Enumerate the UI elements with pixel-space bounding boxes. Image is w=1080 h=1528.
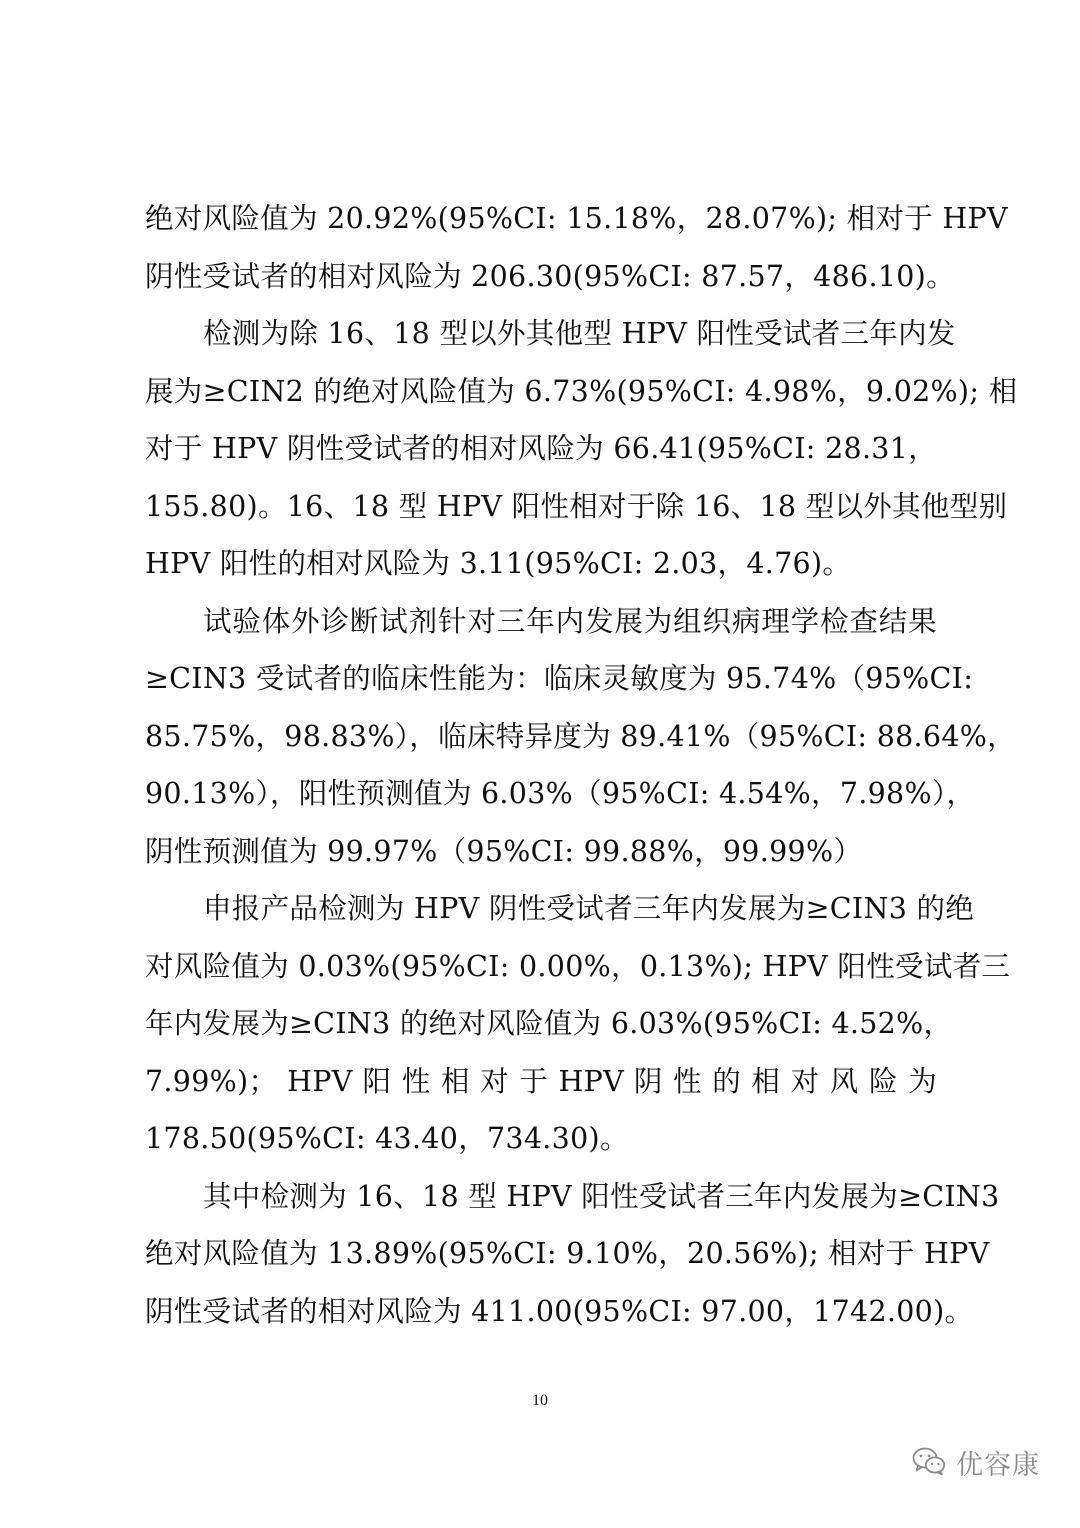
text-line: 其中检测为 16、18 型 HPV 阳性受试者三年内发展为≥CIN3 (203, 1179, 1000, 1213)
text-line: 阴性受试者的相对风险为 206.30(95%CI: 87.57，486.10)。 (145, 259, 955, 293)
text-line: 试验体外诊断试剂针对三年内发展为组织病理学检查结果 (203, 604, 937, 638)
text-line: 85.75%，98.83%），临床特异度为 89.41%（95%CI: 88.64%， (145, 719, 1016, 753)
text-line: 绝对风险值为 20.92%(95%CI: 15.18%，28.07%); 相对于 HPV (145, 202, 1008, 235)
watermark (912, 1443, 1040, 1482)
text-line: 申报产品检测为 HPV 阴性受试者三年内发展为≥CIN3 的绝 (203, 892, 975, 925)
text-line: 对于 HPV 阴性受试者的相对风险为 66.41(95%CI: 28.31， (145, 432, 937, 465)
watermark-label: 优容康 (956, 1450, 1040, 1481)
text-line: 155.80)。16、18 型 HPV 阳性相对于除 16、18 型以外其他型别 (145, 489, 1008, 523)
text-line: 检测为除 16、18 型以外其他型 HPV 阳性受试者三年内发 (203, 317, 956, 350)
text-line: 绝对风险值为 13.89%(95%CI: 9.10%，20.56%); 相对于 HPV (145, 1237, 990, 1270)
text-line: 178.50(95%CI: 43.40，734.30)。 (145, 1122, 629, 1155)
text-line: 年内发展为≥CIN3 的绝对风险值为 6.03%(95%CI: 4.52%， (145, 1007, 953, 1040)
text-line: 阴性受试者的相对风险为 411.00(95%CI: 97.00，1742.00)。 (145, 1294, 974, 1328)
paragraph-2 (145, 305, 1018, 593)
text-line: 阴性预测值为 99.97%（95%CI: 99.88%，99.99%） (145, 834, 863, 868)
paragraph-1 (145, 190, 1008, 305)
text-line: ≥CIN3 受试者的临床性能为：临床灵敏度为 95.74%（95%CI: (145, 662, 974, 695)
text-line: HPV 阳性的相对风险为 3.11(95%CI: 2.03，4.76)。 (145, 547, 852, 580)
wechat-icon (912, 1446, 946, 1480)
paragraph-3 (145, 593, 1016, 881)
document-body (145, 190, 1018, 1340)
text-line: 展为≥CIN2 的绝对风险值为 6.73%(95%CI: 4.98%，9.02%); 相 (145, 374, 1018, 408)
text-line: 7.99%)； HPV 阳 性 相 对 于 HPV 阴 性 的 相 对 风 险 为 (145, 1064, 937, 1098)
text-line: 对风险值为 0.03%(95%CI: 0.00%，0.13%); HPV 阳性受试者三 (145, 949, 1011, 983)
text-line: 90.13%），阳性预测值为 6.03%（95%CI: 4.54%，7.98%）， (145, 777, 976, 810)
page-number: 10 (532, 1392, 548, 1409)
paragraph-4 (145, 880, 1011, 1168)
paragraph-5 (145, 1168, 1000, 1341)
